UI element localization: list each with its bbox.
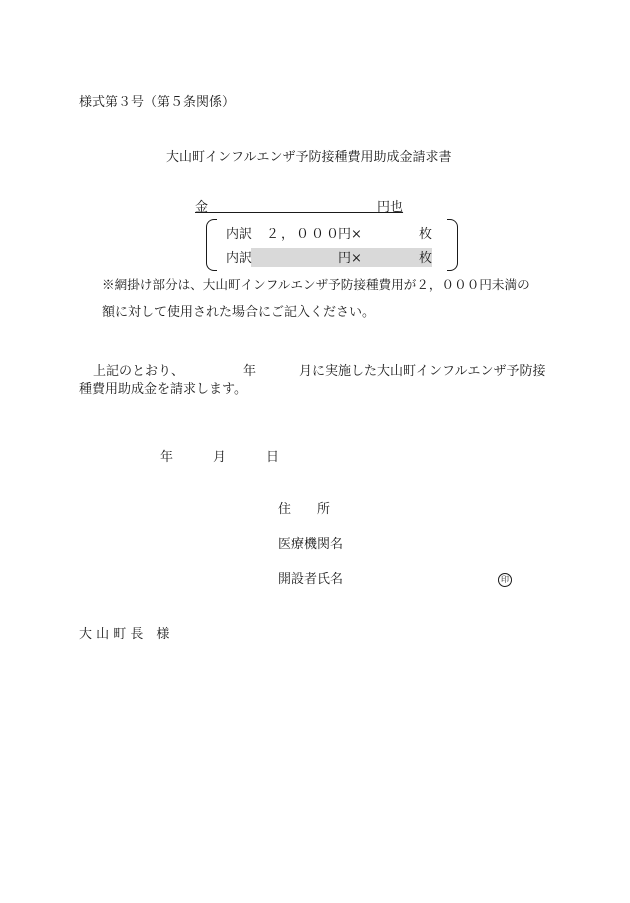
amount-suffix: 円也 [377, 200, 404, 215]
breakdown-row-1-count-unit: 枚 [419, 227, 433, 242]
seal-mark: 印 [498, 573, 512, 587]
date-month-label: 月 [213, 450, 227, 465]
address-label: 住 所 [278, 502, 331, 517]
date-year-label: 年 [160, 450, 174, 465]
note-line-2: 額に対して使用された場合にご記入ください。 [102, 305, 376, 320]
date-day-label: 日 [266, 450, 280, 465]
amount-prefix: 金 [195, 200, 209, 215]
breakdown-row-2-label: 内訳 [226, 251, 253, 266]
founder-name-label: 開設者氏名 [278, 572, 344, 587]
breakdown-row-1-value: ２，０００ [266, 227, 342, 242]
request-text-part2: 月に実施した大山町インフルエンザ予防接 [299, 364, 546, 379]
breakdown-left-bracket [206, 219, 217, 271]
request-year-label: 年 [243, 364, 257, 379]
breakdown-right-bracket [447, 219, 458, 271]
document-title: 大山町インフルエンザ予防接種費用助成金請求書 [166, 150, 452, 165]
request-text-line2: 種費用助成金を請求します。 [79, 382, 247, 397]
amount-line [195, 200, 403, 216]
institution-name-label: 医療機関名 [278, 537, 344, 552]
form-number: 様式第３号（第５条関係） [79, 95, 236, 110]
breakdown-row-2-unit: 円× [338, 251, 362, 266]
request-text-part1: 上記のとおり、 [93, 364, 185, 379]
breakdown-row-1-label: 内訳 [226, 227, 253, 242]
breakdown-row-1-unit: 円× [338, 227, 362, 242]
addressee: 大 山 町 長 様 [79, 627, 170, 642]
note-line-1: ※網掛け部分は、大山町インフルエンザ予防接種費用が２，０００円未満の [102, 277, 530, 292]
breakdown-row-2-count-unit: 枚 [419, 251, 433, 266]
